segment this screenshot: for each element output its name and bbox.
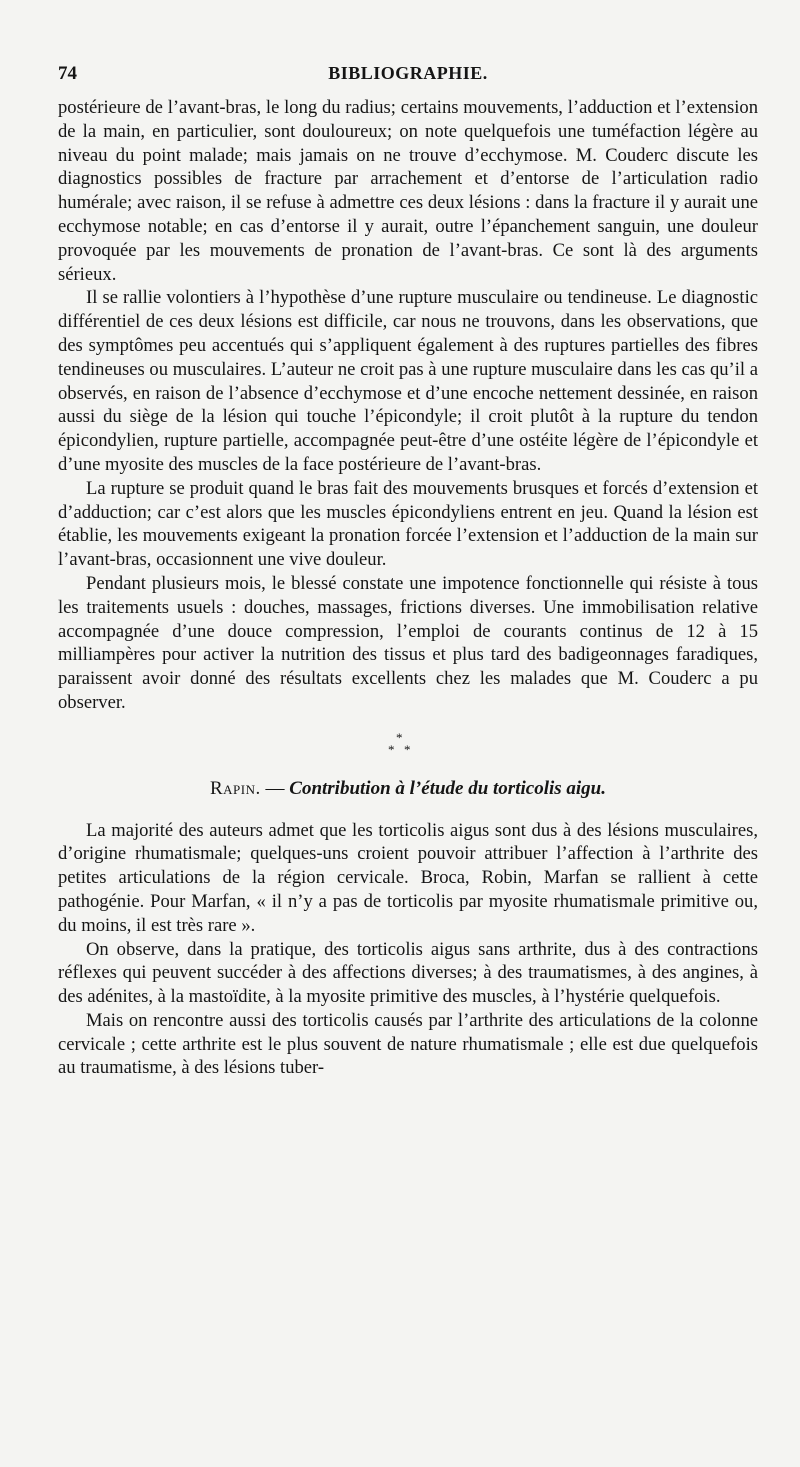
- review-heading: [58, 777, 758, 801]
- paragraph: Il se rallie volontiers à l’hypothèse d’une rupture musculaire ou tendineuse. Le diagnostic différentiel de ces deux lésions est difficile, car nous ne trouvons, dans les observations, que des symptômes peu accentués qui s’appliquent également à des ruptures partielles des fibres tendineuses ou musculaires. L’auteur ne croit pas à une rupture musculaire dans les cas qu’il a observés, en raison de l’absence d’ecchymose et d’une encoche nettement dessinée, en raison aussi du siège de la lésion qui touche l’épicondyle; il croit plutôt à la rupture du tendon épicondylien, rupture partielle, accompagnée peut-être d’une ostéite légère de l’épicondyle et d’une myosite des muscles de la face postérieure de l’avant-bras.: [58, 287, 758, 475]
- paragraph: La rupture se produit quand le bras fait des mouvements brusques et forcés d’extension et d’adduction; car c’est alors que les muscles épicondyliens entrent en jeu. Quand la lésion est établie, les mouvements exigeant la pronation forcée l’extension et l’adduction de la main sur l’avant-bras, occasionnent une vive douleur.: [58, 477, 758, 571]
- paragraph: Mais on rencontre aussi des torticolis causés par l’arthrite des articulations de la colonne cervicale ; cette arthrite est le plus souvent de nature rhumatismale ; elle est due quelquefois au traumatisme, à des lésions tuber-: [58, 1009, 758, 1079]
- review-author: Rapin.: [210, 777, 261, 799]
- paragraph: La majorité des auteurs admet que les torticolis aigus sont dus à des lésions musculaires, d’origine rhumatismale; quelques-uns croient pouvoir attribuer l’affection à l’arthrite des petites articulations de la région cervicale. Broca, Robin, Marfan se rallient à cette pathogénie. Pour Marfan, « il n’y a pas de torticolis par myosite rhumatismale primitive ou, du moins, il est très rare ».: [58, 819, 758, 936]
- page-number: 74: [58, 63, 77, 84]
- heading-dash: —: [260, 777, 290, 799]
- asterism-separator: [58, 729, 758, 769]
- asterisk-icon: *: [404, 741, 411, 757]
- paragraph: Pendant plusieurs mois, le blessé constate une impotence fonctionnelle qui résiste à tous les traitements usuels : douches, massages, frictions diverses. Une immobilisation relative accompagnée d’une douce compression, l’emploi de courants continus de 12 à 15 milliampères pour activer la nutrition des tissus et plus tard des badigeonnages faradiques, paraissent avoir donné des résultats excellents chez les malades que M. Couderc a pu observer.: [58, 572, 758, 713]
- page-text-block: [58, 62, 758, 1080]
- running-title: BIBLIOGRAPHIE.: [328, 63, 488, 83]
- review-work-title: Contribution à l’étude du torticolis aigu.: [289, 777, 606, 799]
- running-head: [58, 62, 758, 86]
- asterisk-icon: *: [396, 729, 403, 745]
- paragraph-continuation: postérieure de l’avant-bras, le long du radius; certains mouvements, l’adduction et l’extension de la main, en particulier, sont douloureux; on note quelquefois une tuméfaction légère au niveau du point malade; mais jamais on ne trouve d’ecchymose. M. Couderc discute les diagnostics possibles de fracture par arrachement et d’entorse de l’articulation radio humérale; avec raison, il se refuse à admettre ces deux lésions : dans la fracture il y aurait une ecchymose notable; en cas d’entorse il y aurait, outre l’épanchement sanguin, une douleur provoquée par les mouvements de pronation de l’avant-bras. Ce sont là des arguments sérieux.: [58, 97, 758, 285]
- asterisk-icon: *: [388, 741, 395, 757]
- paragraph: On observe, dans la pratique, des torticolis aigus sans arthrite, dus à des contractions réflexes qui peuvent succéder à des affections diverses; à des traumatismes, à des angines, à des adénites, à la mastoïdite, à la myosite primitive des muscles, à l’hystérie quelquefois.: [58, 938, 758, 1008]
